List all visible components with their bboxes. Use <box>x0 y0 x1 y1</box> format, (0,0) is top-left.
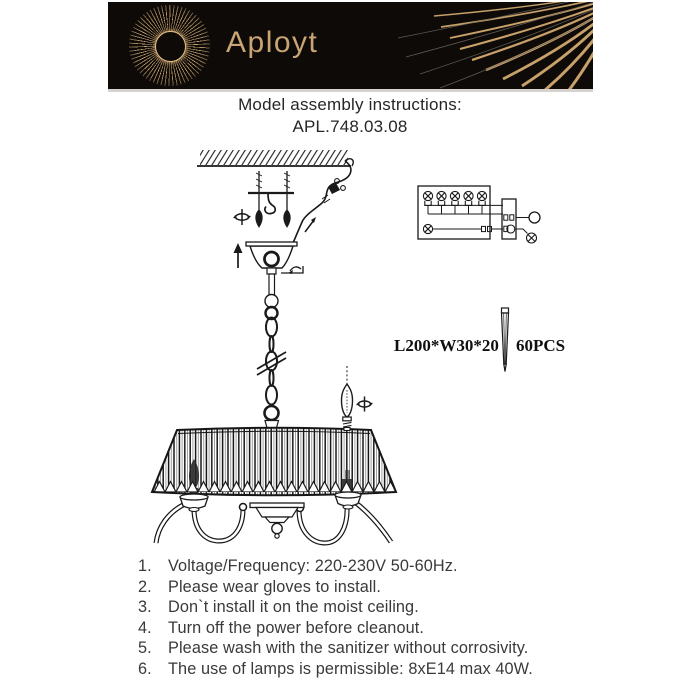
canopy <box>246 242 303 308</box>
center-body <box>250 503 304 538</box>
item-number: 6. <box>138 659 152 678</box>
instructions-list <box>138 556 533 680</box>
item-text: Please wear gloves to install. <box>168 577 381 596</box>
item-number: 4. <box>138 618 152 637</box>
item-number: 2. <box>138 577 152 596</box>
model-number: APL.748.03.08 <box>292 117 408 136</box>
item-text: Voltage/Frequency: 220-230V 50-60Hz. <box>168 557 458 575</box>
item-text: Turn off the power before cleanout. <box>168 618 425 637</box>
rotate-symbol-icon <box>233 209 251 225</box>
item-text: Please wash with the sanitizer without corrosivity. <box>168 639 529 658</box>
instruction-item <box>138 618 533 639</box>
instructions-title: Model assembly instructions: <box>238 95 462 114</box>
instruction-item <box>138 556 533 577</box>
bulb-rotate-symbol-icon <box>356 397 373 412</box>
candle-bulb <box>342 366 353 431</box>
item-number: 1. <box>138 557 152 575</box>
item-text: The use of lamps is permissible: 8xE14 max 40W. <box>168 659 533 678</box>
crystal-quantity-label: 60PCS <box>516 336 566 355</box>
pleated-shade <box>152 428 396 499</box>
up-arrow-icon <box>234 243 243 268</box>
instruction-item <box>138 659 533 680</box>
chain-cut-mark <box>257 352 286 375</box>
item-number: 5. <box>138 639 152 658</box>
ceiling-hook-icon <box>265 193 275 214</box>
instruction-item <box>138 577 533 598</box>
crystal-size-label: L200*W30*20 <box>394 336 499 355</box>
ceiling-hatch <box>197 150 351 166</box>
instruction-item <box>138 597 533 618</box>
wiring-diagram <box>418 186 540 243</box>
item-number: 3. <box>138 598 152 617</box>
mounting-screws <box>248 171 294 227</box>
brand-name: Aployt <box>226 26 319 59</box>
item-text: Don`t install it on the moist ceiling. <box>168 598 419 617</box>
power-cord <box>293 159 353 243</box>
instruction-item <box>138 638 533 659</box>
crystal-pendant <box>502 308 509 372</box>
